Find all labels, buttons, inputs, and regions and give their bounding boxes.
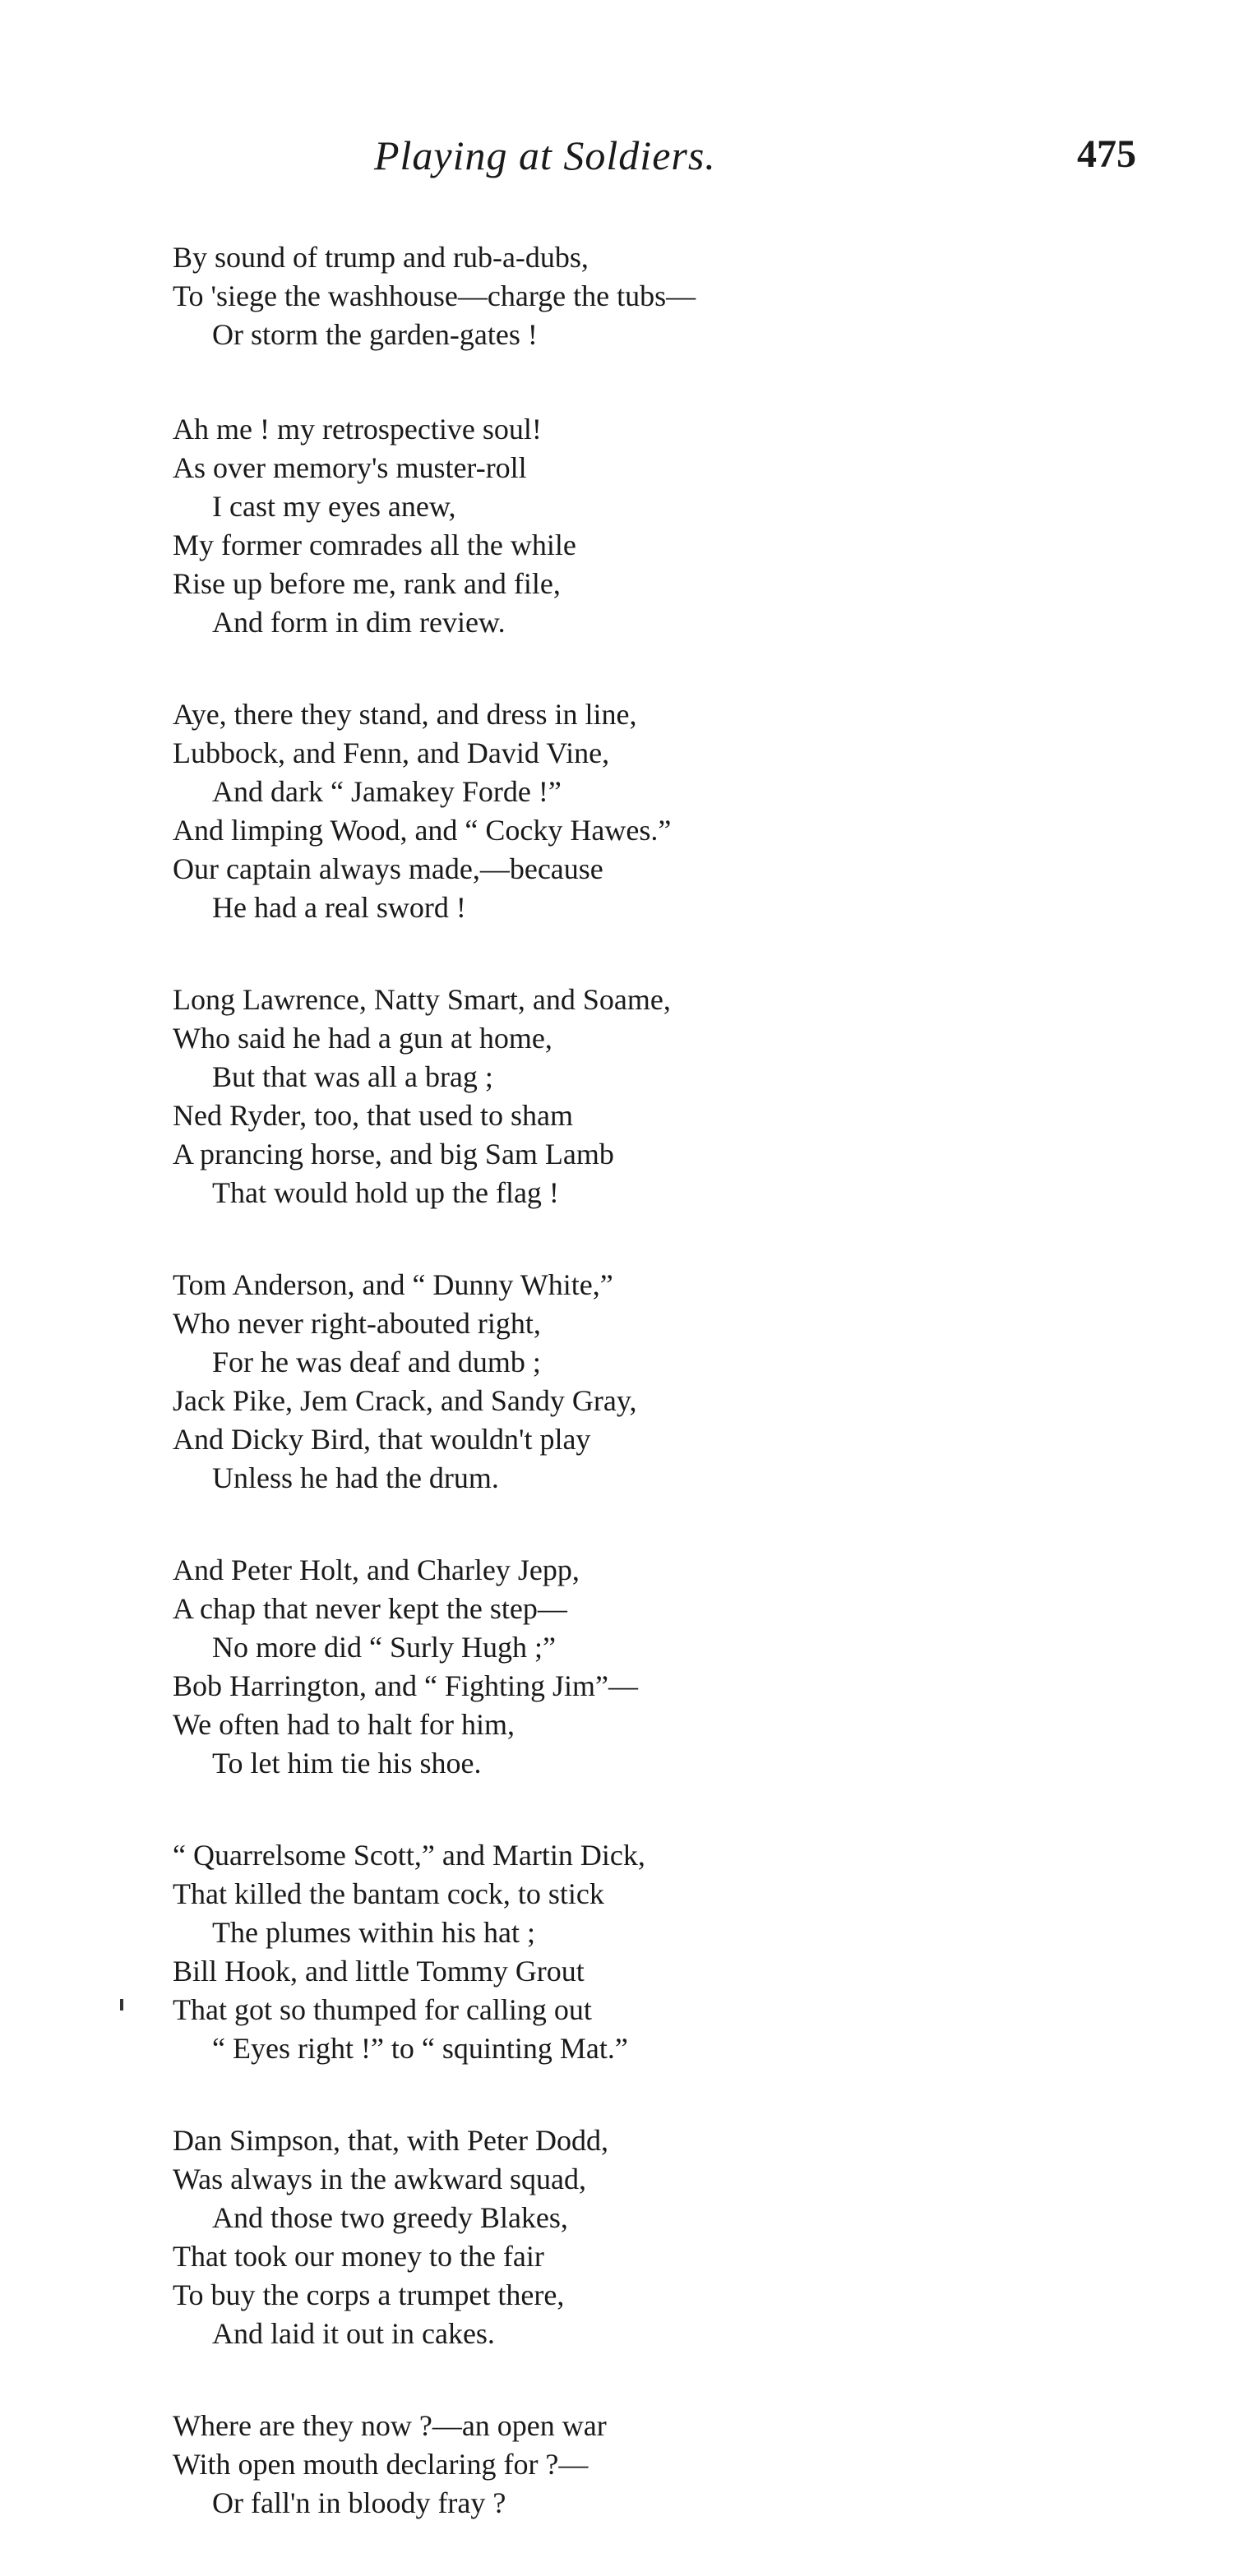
stanza (173, 1551, 1118, 1783)
poem-line: He had a real sword ! (212, 891, 466, 924)
poem-line: Was always in the awkward squad, (173, 2163, 586, 2195)
poem-line: A chap that never kept the step— (173, 1592, 567, 1625)
poem-line: As over memory's muster-roll (173, 451, 527, 484)
poem-line: Who said he had a gun at home, (173, 1022, 552, 1055)
poem-line: “ Quarrelsome Scott,” and Martin Dick, (173, 1839, 645, 1872)
poem-line: No more did “ Surly Hugh ;” (212, 1631, 556, 1664)
poem-line: And laid it out in cakes. (212, 2317, 495, 2350)
poem-line: I cast my eyes anew, (212, 490, 456, 523)
poem-line: Who never right-abouted right, (173, 1307, 541, 1340)
poem-line: To let him tie his shoe. (212, 1747, 482, 1780)
poem-line: The plumes within his hat ; (212, 1916, 535, 1949)
poem-line: That killed the bantam cock, to stick (173, 1877, 604, 1910)
poem-line: And Dicky Bird, that wouldn't play (173, 1423, 591, 1456)
poem-line: Aye, there they stand, and dress in line, (173, 698, 637, 731)
poem-line: Jack Pike, Jem Crack, and Sandy Gray, (173, 1384, 637, 1417)
stanza (173, 410, 1118, 642)
poem-line: And those two greedy Blakes, (212, 2201, 568, 2234)
poem-line: Or storm the garden-gates ! (212, 318, 538, 351)
poem-line: And limping Wood, and “ Cocky Hawes.” (173, 814, 672, 847)
poem-line: To buy the corps a trumpet there, (173, 2278, 565, 2311)
poem-line: With open mouth declaring for ?— (173, 2448, 589, 2481)
running-title: Playing at Soldiers. (374, 132, 716, 178)
poem-line: And Peter Holt, and Charley Jepp, (173, 1553, 580, 1586)
poem-line: That took our money to the fair (173, 2240, 544, 2273)
poem-line: By sound of trump and rub-a-dubs, (173, 241, 589, 274)
poem-line: Or fall'n in bloody fray ? (212, 2486, 506, 2519)
poem-line: And dark “ Jamakey Forde !” (212, 775, 562, 808)
poem-line: But that was all a brag ; (212, 1060, 493, 1093)
stanza (173, 1836, 1118, 2068)
poem-line: Bill Hook, and little Tommy Grout (173, 1955, 585, 1987)
margin-mark (120, 1999, 123, 2010)
stanza (173, 2407, 1118, 2523)
stanza (173, 981, 1118, 1212)
poem-line: To 'siege the washhouse—charge the tubs— (173, 279, 696, 312)
poem-line: That got so thumped for calling out (173, 1993, 592, 2026)
poem-line: Unless he had the drum. (212, 1461, 499, 1494)
poem-line: Ah me ! my retrospective soul! (173, 413, 542, 445)
poem-line: A prancing horse, and big Sam Lamb (173, 1138, 614, 1170)
poem-line: Our captain always made,—because (173, 852, 603, 885)
poem-line: Long Lawrence, Natty Smart, and Soame, (173, 983, 671, 1016)
poem-line: And form in dim review. (212, 606, 506, 639)
poem-line: My former comrades all the while (173, 529, 576, 561)
stanza (173, 2121, 1118, 2353)
poem-line: Tom Anderson, and “ Dunny White,” (173, 1268, 613, 1301)
poem-line: For he was deaf and dumb ; (212, 1346, 541, 1378)
poem-line: We often had to halt for him, (173, 1708, 515, 1741)
poem-line: Lubbock, and Fenn, and David Vine, (173, 736, 610, 769)
stanza (173, 695, 1118, 927)
stanza (173, 238, 1118, 354)
poem-line: That would hold up the flag ! (212, 1176, 559, 1209)
poem-line: Where are they now ?—an open war (173, 2409, 607, 2442)
poem-body (173, 238, 1118, 2576)
poem-line: Rise up before me, rank and file, (173, 567, 561, 600)
poem-line: Bob Harrington, and “ Fighting Jim”— (173, 1669, 638, 1702)
poem-line: Dan Simpson, that, with Peter Dodd, (173, 2124, 608, 2157)
poem-line: “ Eyes right !” to “ squinting Mat.” (212, 2032, 628, 2065)
poem-line: Ned Ryder, too, that used to sham (173, 1099, 574, 1132)
page-number: 475 (1077, 132, 1136, 176)
stanza (173, 1266, 1118, 1498)
